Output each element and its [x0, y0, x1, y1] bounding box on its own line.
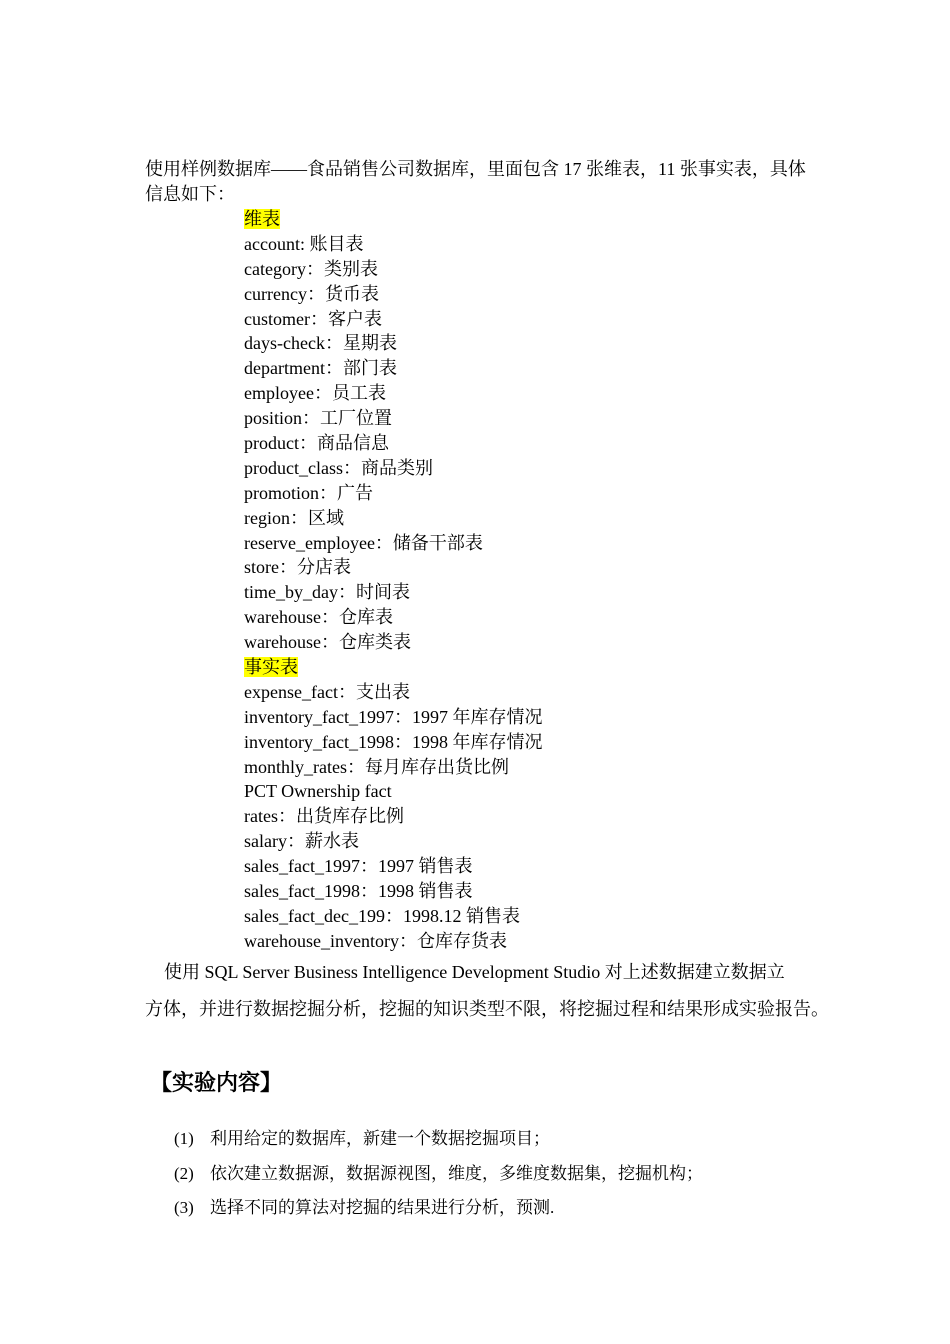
intro-line-2: 信息如下： [145, 184, 235, 204]
dimension-item: warehouse：仓库表 [244, 607, 393, 628]
task-line-1: 使用 SQL Server Business Intelligence Development Studio 对上述数据建立数据立 [164, 962, 785, 982]
dimension-item: department：部门表 [244, 358, 397, 379]
step-text: 依次建立数据源，数据源视图，维度，多维度数据集，挖掘机构； [210, 1163, 703, 1183]
dimension-item: region：区域 [244, 507, 344, 528]
dimension-item: product_class：商品类别 [244, 457, 433, 478]
step-text: 利用给定的数据库，新建一个数据挖掘项目； [210, 1129, 550, 1148]
dimension-item: warehouse：仓库类表 [244, 632, 411, 653]
fact-item: PCT Ownership fact [244, 781, 392, 802]
step-number: (1) [174, 1129, 194, 1148]
fact-heading-row [244, 655, 804, 680]
fact-tables-heading: 事实表 [244, 657, 298, 678]
dimension-item: time_by_day：时间表 [244, 582, 410, 603]
dimension-item: employee：员工表 [244, 383, 386, 404]
fact-item: sales_fact_dec_199：1998.12 销售表 [244, 905, 520, 926]
list-item [174, 1157, 854, 1192]
task-line-2: 方体，并进行数据挖掘分析，挖掘的知识类型不限，将挖掘过程和结果形成实验报告。 [145, 999, 829, 1019]
fact-item: monthly_rates：每月库存出货比例 [244, 756, 509, 777]
dimension-heading-row [244, 207, 804, 232]
dimension-item: category：类别表 [244, 258, 378, 279]
step-list [174, 1122, 854, 1226]
fact-item: rates：出货库存比例 [244, 806, 404, 827]
dimension-item: currency：货币表 [244, 283, 379, 304]
table-list [244, 207, 804, 954]
dimension-item: customer：客户表 [244, 308, 382, 329]
intro-line-1: 使用样例数据库——食品销售公司数据库，里面包含 17 张维表，11 张事实表，具体 [145, 159, 806, 179]
dimension-item: product：商品信息 [244, 433, 389, 454]
fact-item: warehouse_inventory：仓库存货表 [244, 930, 507, 951]
intro-paragraph [145, 157, 845, 207]
dimension-item: account: 账目表 [244, 233, 364, 254]
dimension-item: promotion：广告 [244, 482, 373, 503]
dimension-item: reserve_employee：储备干部表 [244, 532, 483, 553]
step-text: 选择不同的算法对挖掘的结果进行分析，预测. [210, 1198, 555, 1217]
list-item [174, 1122, 854, 1157]
step-number: (3) [174, 1198, 194, 1217]
task-paragraph [145, 954, 850, 1028]
fact-item: inventory_fact_1998：1998 年库存情况 [244, 731, 543, 752]
fact-item: inventory_fact_1997：1997 年库存情况 [244, 706, 543, 727]
dimension-item: store：分店表 [244, 557, 351, 578]
dimension-item: position：工厂位置 [244, 408, 393, 429]
fact-item: sales_fact_1997：1997 销售表 [244, 856, 473, 877]
dimension-tables-heading: 维表 [244, 209, 280, 229]
section-title: 【实验内容】 [150, 1070, 283, 1095]
fact-item: salary：薪水表 [244, 831, 359, 852]
dimension-item: days-check：星期表 [244, 333, 397, 354]
list-item [174, 1191, 854, 1226]
step-number: (2) [174, 1163, 194, 1183]
fact-item: sales_fact_1998：1998 销售表 [244, 881, 473, 902]
fact-item: expense_fact：支出表 [244, 681, 410, 702]
